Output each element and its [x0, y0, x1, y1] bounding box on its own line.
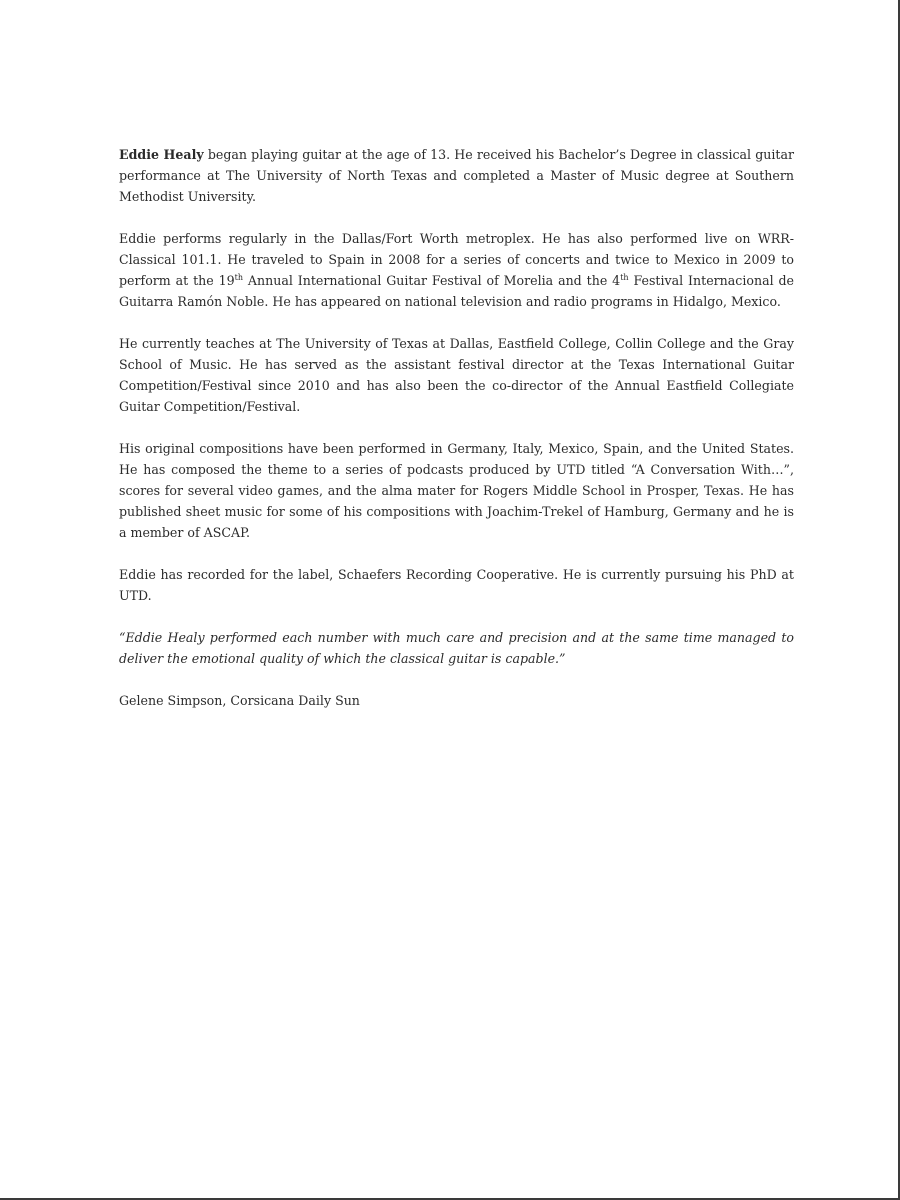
- press-quote: “Eddie Healy performed each number with much care and precision and at the same time managed to deliver the emotional quality of which the classical guitar is capable.”: [119, 630, 794, 666]
- artist-name: Eddie Healy: [119, 147, 204, 162]
- bio-paragraph-performances: [119, 228, 794, 312]
- education-text: began playing guitar at the age of 13. He received his Bachelor’s Degree in classical guitar performance at The University of North Texas and completed a Master of Music degree at Southern Methodist University.: [119, 147, 794, 204]
- bio-paragraph-recordings: Eddie has recorded for the label, Schaefers Recording Cooperative. He is currently pursuing his PhD at UTD.: [119, 567, 794, 603]
- quote-attribution: Gelene Simpson, Corsicana Daily Sun: [119, 693, 360, 708]
- biography-text: [119, 144, 794, 711]
- performances-text-1: Eddie performs regularly in the Dallas/Fort Worth metroplex. He has also performed live on WRR-Classical 101.1. He traveled to Spain in 2008 for a series of concerts and twice to Mexico in 2009 to perform at the 19: [119, 231, 794, 288]
- bio-paragraph-education: [119, 144, 794, 207]
- bio-paragraph-teaching: He currently teaches at The University of Texas at Dallas, Eastfield College, Collin College and the Gray School of Music. He has served as the assistant festival director at the Texas International Guitar Competition/Festival since 2010 and has also been the co-director of the Annual Eastfield Collegiate Guitar Competition/Festival.: [119, 336, 794, 414]
- press-quote-block: [119, 627, 794, 711]
- ordinal-suffix: th: [234, 272, 244, 282]
- ordinal-suffix: th: [620, 272, 629, 282]
- performances-text-3: Festival Internacional de Guitarra Ramón Noble. He has appeared on national television and radio programs in Hidalgo, Mexico.: [119, 273, 795, 309]
- performances-text-2: Annual International Guitar Festival of Morelia and the 4: [243, 273, 621, 288]
- bio-paragraph-compositions: His original compositions have been performed in Germany, Italy, Mexico, Spain, and the United States. He has composed the theme to a series of podcasts produced by UTD titled “A Conversation With…”, scores for several video games, and the alma mater for Rogers Middle School in Prosper, Texas. He has published sheet music for some of his compositions with Joachim-Trekel of Hamburg, Germany and he is a member of ASCAP.: [119, 441, 794, 540]
